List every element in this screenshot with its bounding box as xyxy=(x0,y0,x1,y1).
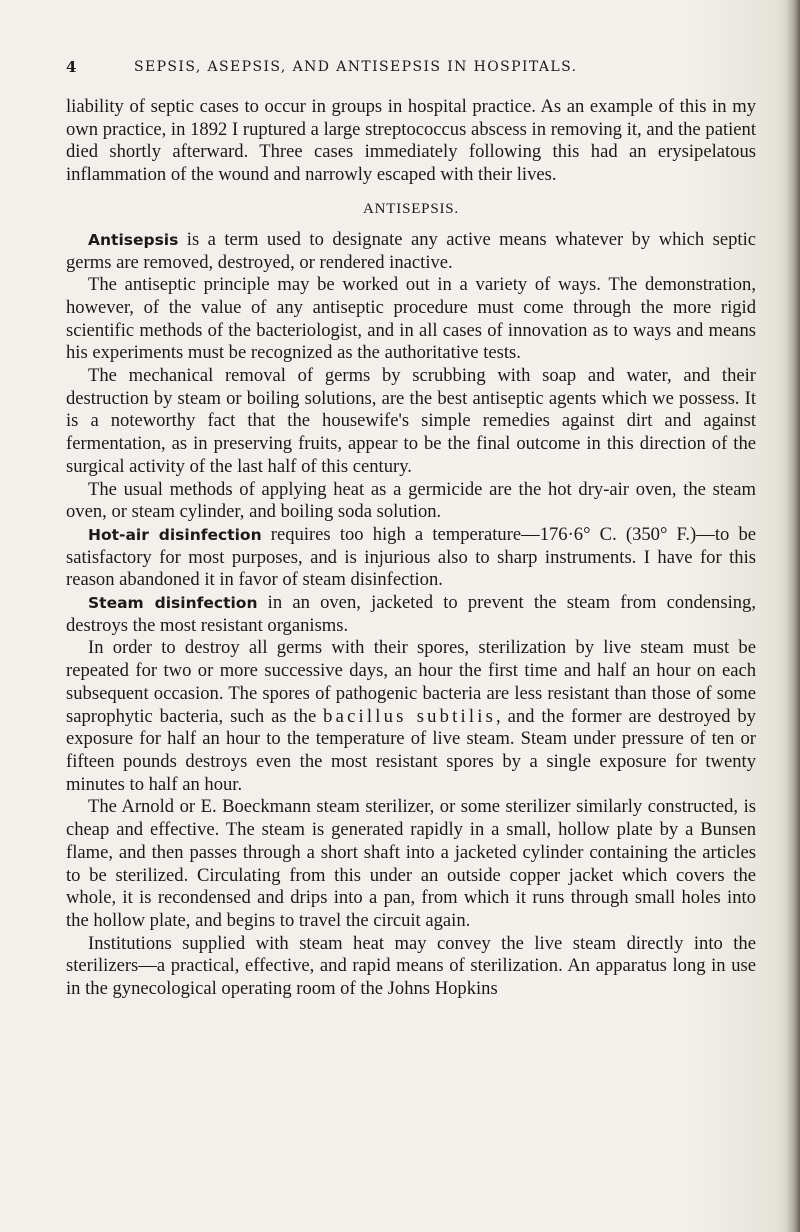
term-steam-disinfection: Steam disinfection xyxy=(88,594,258,613)
term-hot-air-disinfection: Hot-air disinfection xyxy=(88,525,262,544)
paragraph-antiseptic-principle: The antiseptic principle may be worked out in a variety of ways. The demonstration, however, of the value of any antiseptic procedure must come through the more rigid scientific methods of the bacteriologist, and in all cases of innovation as to ways and means his experiments must be recognized as the authoritative tests. xyxy=(66,274,756,364)
term-bacillus-subtilis: bacillus subtilis xyxy=(323,705,497,727)
paragraph-hot-air-disinfection xyxy=(66,524,756,592)
paragraph-continued: liability of septic cases to occur in groups in hospital practice. As an example of this in my own practice, in 1892 I ruptured a large streptococcus abscess in removing it, and the patient died shortly afterward. Three cases immediately following this had an erysipelatous inflammation of the wound and narrowly escaped with their lives. xyxy=(66,96,756,186)
page-header xyxy=(66,58,754,82)
paragraph-institutions: Institutions supplied with steam heat may convey the live steam directly into the sterilizers—a practical, effective, and rapid means of sterilization. An apparatus long in use in the gynecological operating room of the Johns Hopkins xyxy=(66,932,756,1000)
paragraph-text: is a term used to designate any active means whatever by which septic germs are removed, destroyed, or rendered inactive. xyxy=(66,228,756,273)
page-edge-shadow xyxy=(786,0,800,1232)
paragraph-text: requires too high a temperature—176·6° C. (350° F.)—to be satisfactory for most purposes, and is injurious also to sharp instruments. I have for this reason abandoned it in favor of steam disinfection. xyxy=(66,523,757,591)
body-text xyxy=(66,96,756,1001)
paragraph-antisepsis-definition xyxy=(66,229,756,274)
page-number: 4 xyxy=(66,58,77,76)
paragraph-text: , and the former are destroyed by exposure for half an hour to the temperature of live steam. Steam under pressure of ten or fifteen pounds destroys even the most resistant spores by a single exposure for twenty minutes to half an hour. xyxy=(66,705,756,795)
section-heading: ANTISEPSIS. xyxy=(363,200,459,217)
term-antisepsis: Antisepsis xyxy=(88,230,179,249)
paragraph-arnold-sterilizer: The Arnold or E. Boeckmann steam sterilizer, or some sterilizer similarly constructed, is cheap and effective. The steam is generated rapidly in a small, hollow plate by a Bunsen flame, and then passes through a short shaft into a jacketed cylinder containing the articles to be sterilized. Circulating from this under an outside copper jacket which covers the whole, it is recondensed and drips into a pan, from which it runs through small holes into the hollow plate, and begins to travel the circuit again. xyxy=(66,796,756,931)
paragraph-text: In order to destroy all germs with their spores, sterilization by live steam must be repeated for two or more successive days, an hour the first time and half an hour on each subsequent occasion. The spores of pathogenic bacteria are less resistant than those of some saprophytic bacteria, such as the xyxy=(66,637,756,727)
running-head: SEPSIS, ASEPSIS, AND ANTISEPSIS IN HOSPITALS. xyxy=(134,59,578,75)
paragraph-steam-disinfection xyxy=(66,592,756,637)
paragraph-text: in an oven, jacketed to prevent the steam from condensing, destroys the most resistant organisms. xyxy=(66,592,756,636)
paragraph-usual-methods: The usual methods of applying heat as a germicide are the hot dry-air oven, the steam oven, or steam cylinder, and boiling soda solution. xyxy=(66,478,756,523)
paragraph-mechanical-removal: The mechanical removal of germs by scrubbing with soap and water, and their destruction by steam or boiling solutions, are the best antiseptic agents which we possess. It is a noteworthy fact that the housewife's simple remedies against dirt and against fermentation, as in preserving fruits, appear to be the final outcome in this direction of the surgical activity of the last half of this century. xyxy=(66,365,756,477)
paragraph-sterilization-order xyxy=(66,637,756,796)
